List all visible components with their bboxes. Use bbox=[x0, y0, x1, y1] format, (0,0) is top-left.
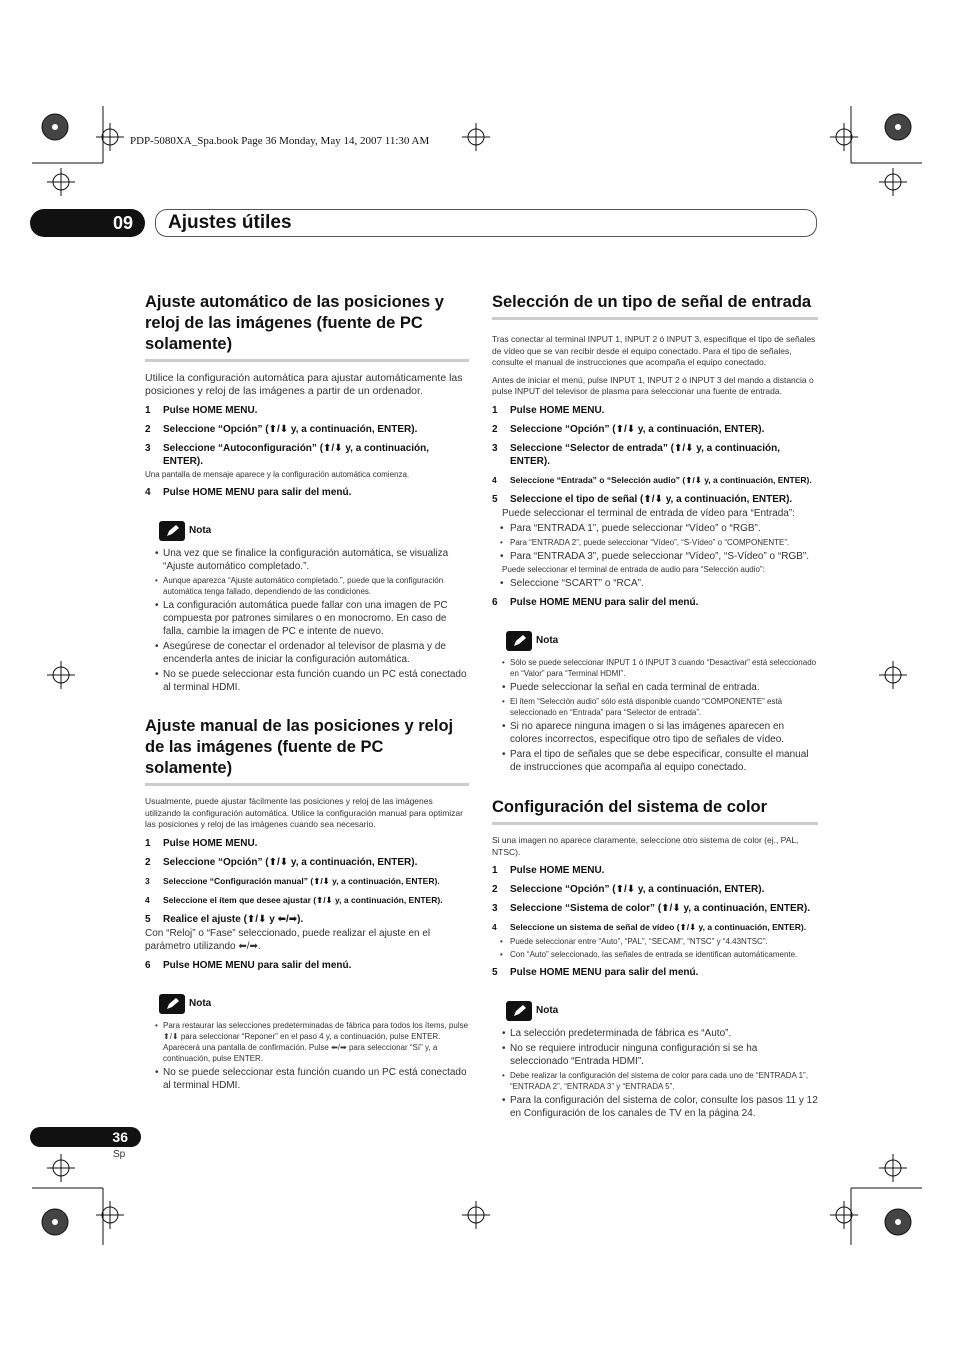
step bbox=[492, 442, 818, 468]
step-text: Pulse HOME MENU para salir del menú. bbox=[163, 959, 352, 971]
step bbox=[492, 474, 818, 487]
step-number: 5 bbox=[492, 493, 498, 505]
step-number: 4 bbox=[492, 922, 497, 932]
note-pencil-icon bbox=[159, 521, 185, 541]
step bbox=[492, 883, 818, 896]
step-text: Seleccione “Entrada” o “Selección audio” (⬆/⬇ y, a continuación, ENTER). bbox=[510, 474, 812, 485]
step bbox=[145, 837, 469, 850]
step-text: Pulse HOME MENU para salir del menú. bbox=[510, 596, 699, 608]
step bbox=[492, 596, 818, 609]
section-title: Ajuste manual de las posiciones y reloj de las imágenes (fuente de PC solamente) bbox=[145, 716, 469, 786]
step-number: 4 bbox=[145, 487, 151, 498]
step-text: Pulse HOME MENU. bbox=[510, 865, 605, 876]
step-text: Seleccione “Opción” (⬆/⬇ y, a continuación, ENTER). bbox=[510, 423, 765, 435]
list-item: • El ítem “Selección audio” sólo está disponible cuando “COMPONENTE” está seleccionado en “Entrada” para “Selector de entrada”. bbox=[502, 696, 818, 718]
list-item: • La selección predeterminada de fábrica es “Auto”. bbox=[502, 1027, 818, 1040]
step-text: Seleccione “Opción” (⬆/⬇ y, a continuación, ENTER). bbox=[510, 884, 765, 895]
right-column-lower bbox=[492, 797, 818, 1120]
list-item: • Para “ENTRADA 3”, puede seleccionar “Vídeo”, “S-Vídeo” o “RGB”. bbox=[492, 550, 818, 563]
step bbox=[492, 423, 818, 436]
list-item: • Para restaurar las selecciones predeterminadas de fábrica para todos los ítems, pulse ⬆/⬇ para seleccionar “Reponer” en el paso 4 y, a continuación, pulse ENTER. Aparecerá una pantalla de confirmación. Pulse ⬅/➡ para seleccionar “Sí” y, a continuación, pulse ENTER. bbox=[155, 1020, 469, 1064]
step bbox=[145, 959, 469, 972]
chapter-number: 09 bbox=[30, 209, 145, 237]
step-number: 1 bbox=[145, 837, 151, 849]
step-number: 3 bbox=[492, 903, 498, 914]
list-item: • Con “Auto” seleccionado, las señales de entrada se identifican automáticamente. bbox=[492, 949, 818, 960]
section-intro: Usualmente, puede ajustar fácilmente las posiciones y reloj de las imágenes utilizando la configuración automática. Utilice la configuración manual para optimizar las posiciones y reloj de las imágenes cuando sea necesario. bbox=[145, 796, 463, 829]
step bbox=[145, 913, 469, 926]
step bbox=[492, 493, 818, 506]
list-item: • Asegúrese de conectar el ordenador al televisor de plasma y de encenderla antes de iniciar la configuración automática. bbox=[155, 640, 469, 666]
section-manual-adjust bbox=[145, 716, 469, 1092]
step-number: 5 bbox=[145, 913, 151, 925]
step bbox=[492, 902, 818, 915]
list-item: • Para el tipo de señales que se debe especificar, consulte el manual de instrucciones que acompaña al equipo conectado. bbox=[502, 748, 818, 774]
nota-label: Nota bbox=[189, 525, 212, 536]
step-text: Seleccione un sistema de señal de vídeo (⬆/⬇ y, a continuación, ENTER). bbox=[510, 922, 807, 932]
step-number: 6 bbox=[145, 959, 151, 971]
step-text: Seleccione el ítem que desee ajustar (⬆/⬇ y, a continuación, ENTER). bbox=[163, 894, 443, 905]
section-auto-adjust bbox=[145, 292, 469, 694]
step-number: 1 bbox=[492, 865, 498, 876]
list-item: • Sólo se puede seleccionar INPUT 1 ó INPUT 3 cuando “Desactivar” está seleccionado en “Valor” para “Terminal HDMI”. bbox=[502, 657, 818, 679]
step-text: Seleccione “Opción” (⬆/⬇ y, a continuación, ENTER). bbox=[163, 424, 418, 435]
step bbox=[492, 404, 818, 417]
step-number: 3 bbox=[145, 875, 150, 886]
list-item: • Seleccione “SCART” o “RCA”. bbox=[492, 577, 818, 590]
step-number: 5 bbox=[492, 967, 498, 978]
nota-label: Nota bbox=[189, 997, 212, 1009]
list-item: • Una vez que se finalice la configuración automática, se visualiza “Ajuste automático completado.”. bbox=[155, 547, 469, 573]
nota-header bbox=[506, 631, 818, 653]
list-item: • Aunque aparezca “Ajuste automático completado.”, puede que la configuración automática tenga fallado, dependiendo de las condiciones. bbox=[155, 575, 469, 597]
step bbox=[492, 966, 818, 979]
step-text: Pulse HOME MENU para salir del menú. bbox=[163, 487, 352, 498]
step-text: Realice el ajuste (⬆/⬇ y ⬅/➡). bbox=[163, 913, 304, 925]
chapter-title: Ajustes útiles bbox=[155, 209, 817, 237]
step bbox=[492, 864, 818, 877]
nota-label: Nota bbox=[536, 1005, 559, 1016]
left-column bbox=[145, 292, 469, 1092]
note-pencil-icon bbox=[159, 994, 185, 1014]
step-number: 2 bbox=[145, 856, 151, 868]
step bbox=[145, 856, 469, 869]
step-number: 1 bbox=[145, 405, 151, 416]
note-pencil-icon bbox=[506, 631, 532, 651]
section-intro: Utilice la configuración automática para ajustar automáticamente las posiciones y reloj de las imágenes a partir de un ordenador. bbox=[145, 372, 463, 397]
nota-header bbox=[159, 994, 469, 1016]
step bbox=[145, 486, 469, 499]
step-number: 3 bbox=[492, 442, 498, 454]
print-info: PDP-5080XA_Spa.book Page 36 Monday, May 14, 2007 11:30 AM bbox=[130, 135, 430, 147]
right-column bbox=[492, 292, 818, 774]
nota-label: Nota bbox=[536, 634, 559, 646]
section-intro: Si una imagen no aparece claramente, seleccione otro sistema de color (ej., PAL, NTSC). bbox=[492, 835, 799, 857]
step-text: Seleccione “Sistema de color” (⬆/⬇ y, a continuación, ENTER). bbox=[510, 903, 810, 914]
page-language: Sp bbox=[113, 1149, 126, 1160]
step-number: 2 bbox=[492, 423, 498, 435]
step-number: 1 bbox=[492, 404, 498, 416]
list-item: • No se requiere introducir ninguna configuración si se ha seleccionado “Entrada HDMI”. bbox=[502, 1042, 818, 1068]
list-item: • Para la configuración del sistema de color, consulte los pasos 11 y 12 en Configuración de los canales de TV en la página 24. bbox=[502, 1094, 818, 1120]
step-note: Puede seleccionar el terminal de entrada de audio para “Selección audio”: bbox=[502, 564, 765, 574]
step bbox=[145, 442, 469, 468]
page-number: 36 bbox=[30, 1127, 141, 1147]
step-text: Seleccione “Configuración manual” (⬆/⬇ y, a continuación, ENTER). bbox=[163, 875, 440, 886]
section-title: Ajuste automático de las posiciones y reloj de las imágenes (fuente de PC solamente) bbox=[145, 292, 469, 362]
list-item: • No se puede seleccionar esta función cuando un PC está conectado al terminal HDMI. bbox=[155, 1066, 469, 1092]
step bbox=[145, 404, 469, 417]
step-text: Pulse HOME MENU. bbox=[510, 404, 605, 416]
step bbox=[145, 423, 469, 436]
notes-list bbox=[155, 1020, 469, 1092]
step-text: Pulse HOME MENU. bbox=[163, 405, 258, 416]
step-text: Seleccione el tipo de señal (⬆/⬇ y, a continuación, ENTER). bbox=[510, 493, 793, 505]
notes-list bbox=[502, 657, 818, 774]
list-item: • Puede seleccionar la señal en cada terminal de entrada. bbox=[502, 681, 818, 694]
step-number: 2 bbox=[492, 884, 498, 895]
step-text: Pulse HOME MENU. bbox=[163, 837, 258, 849]
list-item: • Debe realizar la configuración del sistema de color para cada uno de “ENTRADA 1”, “ENTRADA 2”, “ENTRADA 3” y “ENTRADA 5”. bbox=[502, 1070, 818, 1092]
step-number: 4 bbox=[492, 474, 497, 485]
step-note: Con “Reloj” o “Fase” seleccionado, puede realizar el ajuste en el parámetro utilizando ⬅/➡. bbox=[145, 927, 431, 952]
step bbox=[145, 894, 469, 907]
section-intro-2: Antes de iniciar el menú, pulse INPUT 1, INPUT 2 ó INPUT 3 del mando a distancia o pulse INPUT del televisor de plasma para seleccionar una fuente de entrada. bbox=[492, 374, 814, 396]
section-title: Configuración del sistema de color bbox=[492, 797, 818, 825]
step-number: 4 bbox=[145, 894, 150, 905]
list-item: • Si no aparece ninguna imagen o si las imágenes aparecen en colores incorrectos, especifique otro tipo de señales de vídeo. bbox=[502, 720, 818, 746]
step bbox=[145, 875, 469, 888]
section-input-signal bbox=[492, 292, 818, 774]
nota-header bbox=[159, 521, 469, 543]
step-text: Seleccione “Autoconfiguración” (⬆/⬇ y, a continuación, ENTER). bbox=[163, 443, 430, 467]
list-item: • Para “ENTRADA 1”, puede seleccionar “Vídeo” o “RGB”. bbox=[492, 522, 818, 535]
step-number: 3 bbox=[145, 443, 151, 454]
section-color-system bbox=[492, 797, 818, 1120]
list-item: • La configuración automática puede fallar con una imagen de PC compuesta por patrones similares o en monocromo. En caso de falla, cambie la imagen de PC e intente de nuevo. bbox=[155, 599, 469, 638]
step-number: 2 bbox=[145, 424, 151, 435]
step-text: Pulse HOME MENU para salir del menú. bbox=[510, 967, 699, 978]
nota-header bbox=[506, 1001, 818, 1023]
note-pencil-icon bbox=[506, 1001, 532, 1021]
step-number: 6 bbox=[492, 596, 498, 608]
section-title: Selección de un tipo de señal de entrada bbox=[492, 292, 818, 320]
step-text: Seleccione “Opción” (⬆/⬇ y, a continuación, ENTER). bbox=[163, 856, 418, 868]
step-note: Una pantalla de mensaje aparece y la configuración automática comienza. bbox=[145, 470, 410, 479]
notes-list bbox=[502, 1027, 818, 1120]
list-item: • Para “ENTRADA 2”, puede seleccionar “Vídeo”, “S-Vídeo” o “COMPONENTE”. bbox=[492, 537, 818, 548]
list-item: • No se puede seleccionar esta función cuando un PC está conectado al terminal HDMI. bbox=[155, 668, 469, 694]
list-item: • Puede seleccionar entre “Auto”, “PAL”, “SECAM”, “NTSC” y “4.43NTSC”. bbox=[492, 936, 818, 947]
step bbox=[492, 921, 818, 934]
section-intro: Tras conectar al terminal INPUT 1, INPUT 2 ó INPUT 3, especifique el tipo de señales de vídeo que se van recibir desde el equipo conectado. Para el tipo de señales, consulte el manual de instrucciones que acompaña el equipo conectado. bbox=[492, 334, 816, 367]
step-note: Puede seleccionar el terminal de entrada de vídeo para “Entrada”: bbox=[502, 507, 795, 519]
notes-list bbox=[155, 547, 469, 694]
step-text: Seleccione “Selector de entrada” (⬆/⬇ y, a continuación, ENTER). bbox=[510, 442, 780, 467]
